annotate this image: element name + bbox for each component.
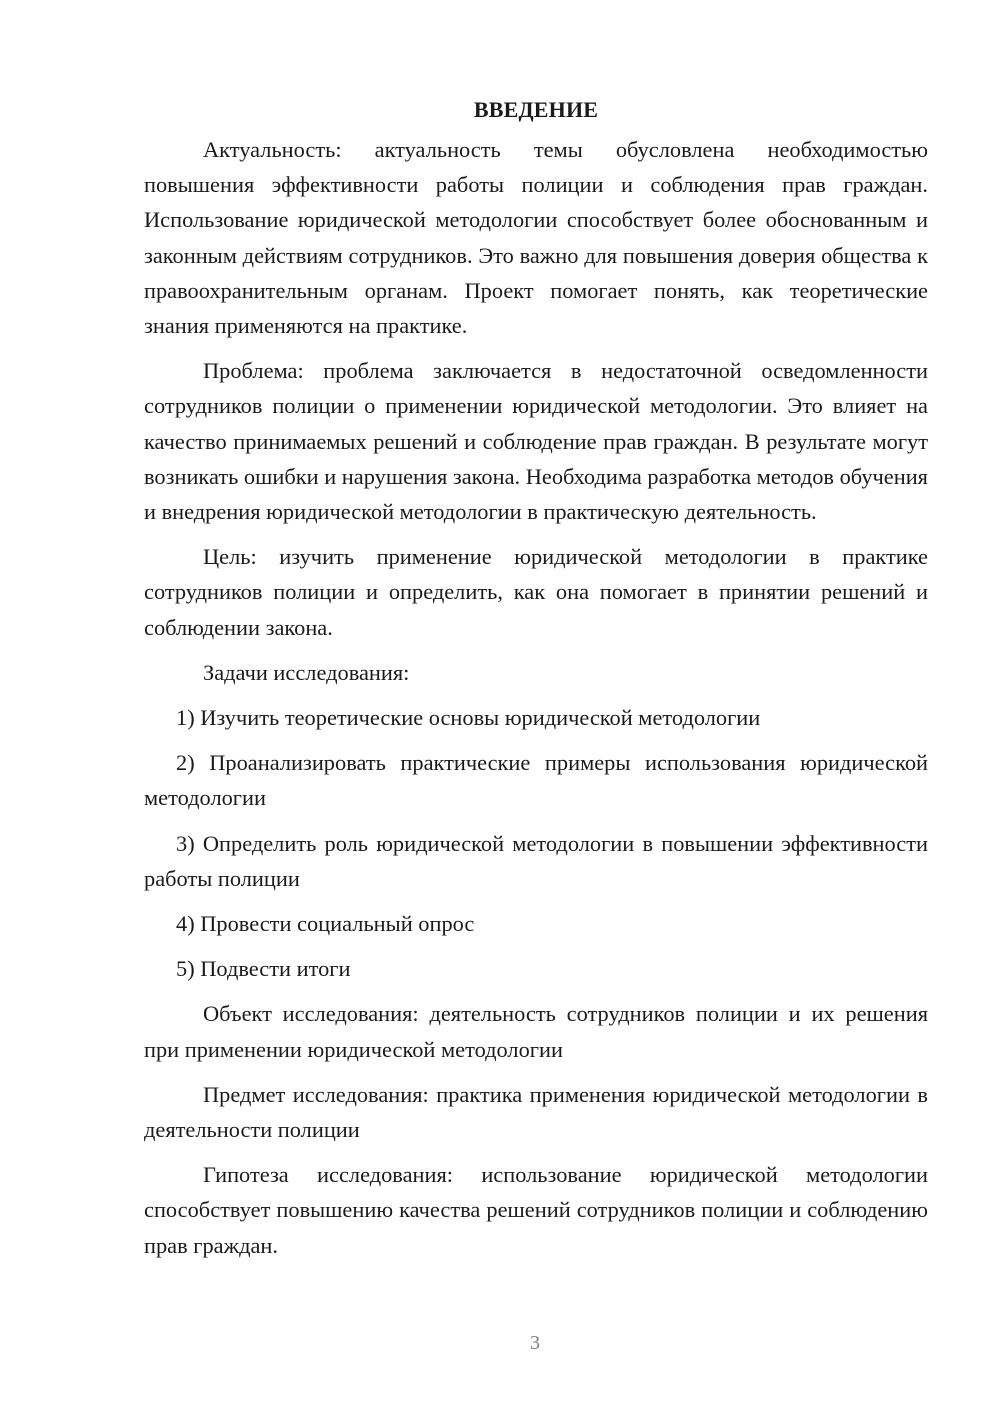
- task-item: 3) Определить роль юридической методологии в повышении эффективности работы полиции: [144, 830, 928, 891]
- subject-paragraph: Предмет исследования: практика применения юридической методологии в деятельности полиции: [144, 1081, 928, 1143]
- goal-paragraph: Цель: изучить применение юридической методологии в практике сотрудников полиции и определить, как она помогает в принятии решений и соблюдении закона.: [144, 544, 928, 640]
- object-paragraph: Объект исследования: деятельность сотрудников полиции и их решения при применении юридической методологии: [144, 1001, 928, 1062]
- task-item: 2) Проанализировать практические примеры использования юридической методологии: [144, 750, 928, 811]
- tasks-heading: Задачи исследования:: [203, 659, 410, 685]
- task-item: 4) Провести социальный опрос: [176, 911, 475, 937]
- problem-paragraph: Проблема: проблема заключается в недостаточной осведомленности сотрудников полиции о применении юридической методологии. Это влияет на качество принимаемых решений и соблюдение прав граждан. В результате могут возникать ошибки и нарушения закона. Необходима разработка методов обучения и внедрения юридической методологии в практическую деятельность.: [144, 358, 928, 525]
- section-title: ВВЕДЕНИЕ: [473, 97, 599, 122]
- page-number: 3: [530, 1332, 540, 1354]
- task-item: 5) Подвести итоги: [176, 956, 351, 982]
- task-item: 1) Изучить теоретические основы юридической методологии: [176, 705, 761, 731]
- document-page: [144, 94, 928, 1273]
- relevance-paragraph: Актуальность: актуальность темы обусловлена необходимостью повышения эффективности работы полиции и соблюдения прав граждан. Использование юридической методологии способствует более обоснованным и законным действиям сотрудников. Это важно для повышения доверия общества к правоохранительным органам. Проект помогает понять, как теоретические знания применяются на практике.: [144, 137, 928, 339]
- hypothesis-paragraph: Гипотеза исследования: использование юридической методологии способствует повышению качества решений сотрудников полиции и соблюдению прав граждан.: [144, 1162, 928, 1258]
